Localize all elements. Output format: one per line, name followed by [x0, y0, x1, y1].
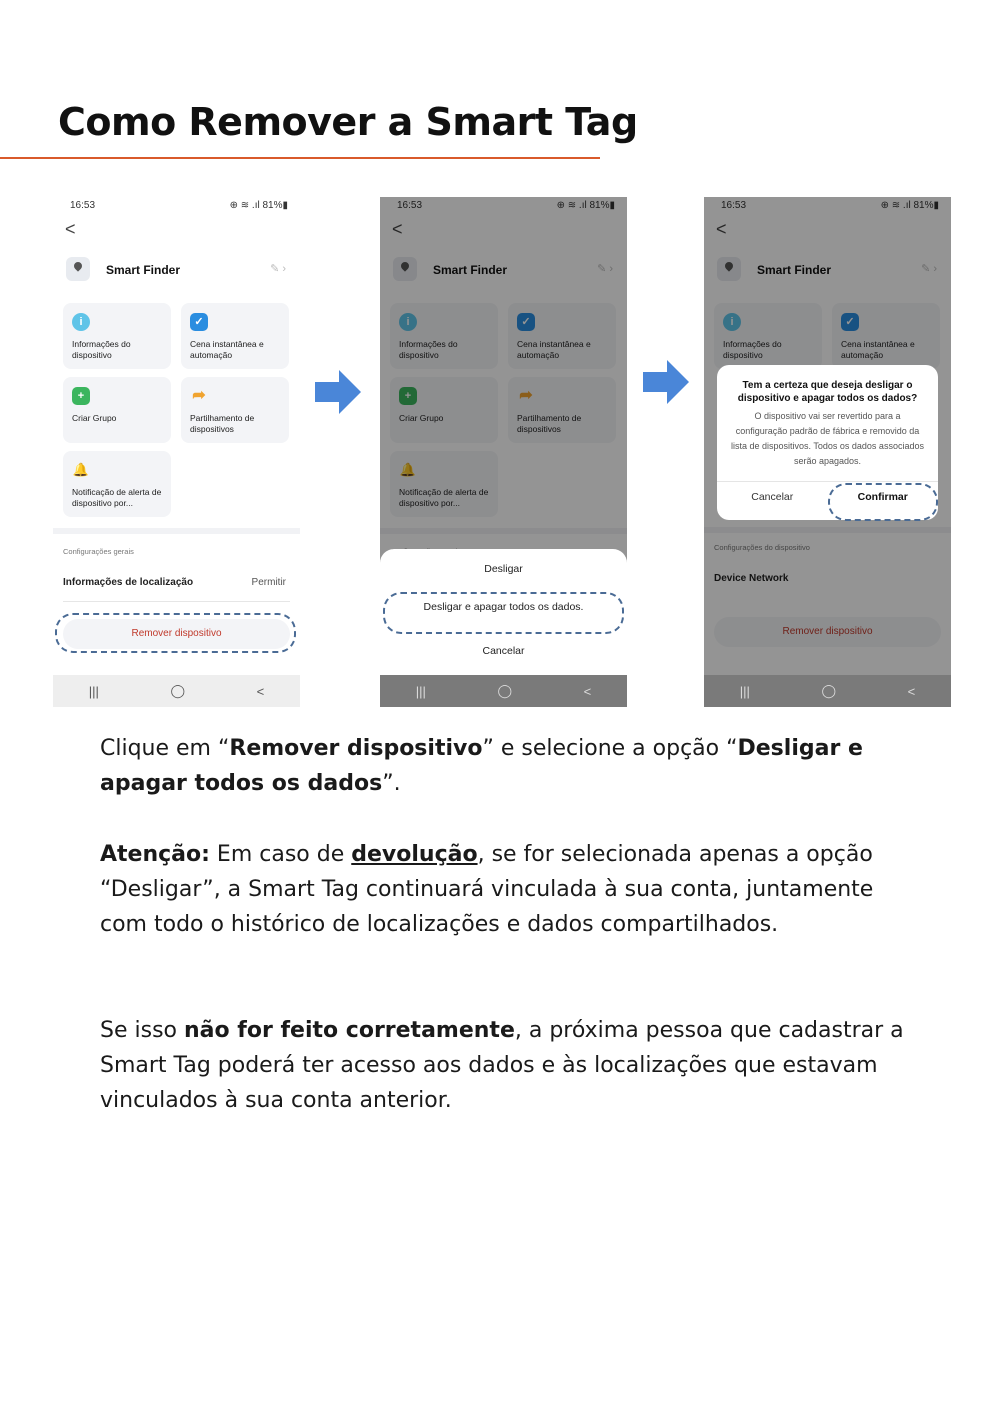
dialog-divider	[717, 481, 938, 482]
location-info-value[interactable]: Permitir	[251, 577, 286, 588]
remove-device-button[interactable]: Remover dispositivo	[63, 619, 290, 649]
android-nav-bar	[704, 675, 951, 707]
text-bold: Remover dispositivo	[229, 736, 483, 761]
tile-device-info[interactable]	[63, 303, 171, 369]
tile-label: Informações do dispositivo	[399, 339, 458, 360]
group-add-icon: +	[399, 387, 417, 405]
text-run: Clique em “	[100, 736, 230, 761]
option-turn-off-erase[interactable]: Desligar e apagar todos os dados.	[423, 601, 584, 613]
text-underlined: devolução	[351, 842, 478, 867]
tile-label: Cena instantânea e automação	[841, 339, 915, 360]
share-icon: ➦	[519, 387, 533, 404]
tile-label: Notificação de alerta de dispositivo por...	[72, 487, 162, 508]
arrow-right-icon	[643, 360, 689, 404]
check-icon: ✓	[190, 313, 208, 331]
status-time: 16:53	[70, 200, 96, 211]
text-run: ”.	[382, 771, 401, 796]
consequence-paragraph	[100, 1013, 910, 1118]
dialog-body: O dispositivo vai ser revertido para a configuração padrão de fábrica e removido da lista de dispositivos. Todos os dados associados serão apagados.	[731, 411, 924, 466]
device-network-label[interactable]: Device Network	[714, 573, 789, 584]
android-nav-bar	[380, 675, 627, 707]
tile-sharing[interactable]	[181, 377, 289, 443]
edit-icon[interactable]: ✎ ›	[270, 263, 286, 275]
tile-label: Criar Grupo	[399, 413, 444, 423]
recents-icon[interactable]: |||	[739, 683, 750, 699]
tile-label: Cena instantânea e automação	[190, 339, 264, 360]
back-icon[interactable]: <	[716, 219, 727, 239]
bell-icon: 🔔	[399, 462, 417, 477]
highlight-dashed	[828, 483, 938, 521]
phone-screen-3	[704, 197, 951, 707]
tile-label: Notificação de alerta de dispositivo por...	[399, 487, 489, 508]
tile-label: Informações do dispositivo	[72, 339, 131, 360]
back-nav-icon[interactable]: <	[907, 683, 916, 699]
dialog-confirm-button[interactable]: Confirmar	[857, 491, 908, 503]
highlight-dashed	[55, 613, 296, 653]
tile-label: Criar Grupo	[72, 413, 117, 423]
tile-notification[interactable]	[63, 451, 171, 517]
back-nav-icon[interactable]: <	[256, 683, 265, 699]
location-info-label[interactable]: Informações de localização	[63, 577, 194, 588]
home-icon[interactable]: ◯	[170, 683, 186, 698]
android-nav-bar	[53, 675, 300, 707]
device-name: Smart Finder	[433, 263, 508, 277]
info-icon: i	[399, 313, 417, 331]
tile-label: Informações do dispositivo	[723, 339, 782, 360]
phone-screen-2	[380, 197, 627, 707]
text-bold: não for feito corretamente	[183, 1018, 515, 1043]
section-label: Configurações do dispositivo	[714, 543, 810, 552]
device-header	[66, 257, 288, 283]
device-name: Smart Finder	[757, 263, 832, 277]
recents-icon[interactable]: |||	[415, 683, 426, 699]
tile-scene-automation[interactable]	[181, 303, 289, 369]
title-underline	[0, 157, 600, 159]
section-divider	[53, 528, 300, 534]
text-run: Se isso	[100, 1018, 184, 1043]
status-bar	[70, 200, 288, 211]
device-name: Smart Finder	[106, 263, 181, 277]
instruction-paragraph	[100, 731, 910, 801]
dialog-title: Tem a certeza que deseja desligar o dispositivo e apagar todos os dados?	[737, 380, 918, 404]
info-icon: i	[723, 313, 741, 331]
text-bold: Atenção:	[100, 842, 210, 867]
section-label: Configurações gerais	[63, 547, 134, 556]
home-icon[interactable]: ◯	[497, 683, 513, 698]
text-bold: Desligar e apagar todos os dados	[100, 736, 863, 796]
status-battery: ⊕ ≋ .ıl 81%▮	[229, 200, 288, 211]
bell-icon: 🔔	[72, 462, 90, 477]
home-icon[interactable]: ◯	[821, 683, 837, 698]
check-icon: ✓	[517, 313, 535, 331]
arrow-right-icon	[315, 370, 361, 414]
check-icon: ✓	[841, 313, 859, 331]
group-add-icon: +	[72, 387, 90, 405]
phone-screen-1	[53, 197, 300, 707]
dialog-cancel-button[interactable]: Cancelar	[751, 491, 794, 503]
back-icon[interactable]: <	[65, 219, 76, 239]
status-time: 16:53	[397, 200, 423, 211]
back-nav-icon[interactable]: <	[583, 683, 592, 699]
tile-label: Cena instantânea e automação	[517, 339, 591, 360]
status-time: 16:53	[721, 200, 747, 211]
share-icon: ➦	[192, 387, 206, 404]
sheet-cancel-button[interactable]: Cancelar	[482, 645, 525, 657]
row-divider	[63, 601, 290, 602]
text-run: ” e selecione a opção “	[482, 736, 738, 761]
text-run: Em caso de	[209, 842, 352, 867]
highlight-dashed	[383, 592, 624, 634]
tile-label: Partilhamento de dispositivos	[517, 413, 582, 434]
back-icon[interactable]: <	[392, 219, 403, 239]
remove-device-button[interactable]: Remover dispositivo	[714, 617, 941, 647]
info-icon: i	[72, 313, 90, 331]
page-title: Como Remover a Smart Tag	[58, 100, 638, 144]
edit-icon[interactable]: ✎ ›	[921, 263, 937, 275]
warning-paragraph	[100, 837, 910, 942]
text-run: , se for selecionada apenas a opção “Desligar”, a Smart Tag continuará vinculada à sua conta, juntamente com todo o histórico de localizações e dados compartilhados.	[100, 842, 874, 937]
option-turn-off[interactable]: Desligar	[484, 563, 523, 575]
text-run: , a próxima pessoa que cadastrar a Smart Tag poderá ter acesso aos dados e às localizações que estavam vinculados à sua conta anterior.	[100, 1018, 904, 1113]
status-battery: ⊕ ≋ .ıl 81%▮	[556, 200, 615, 211]
recents-icon[interactable]: |||	[88, 683, 99, 699]
location-pin-icon	[66, 257, 90, 281]
tile-create-group[interactable]	[63, 377, 171, 443]
tile-label: Partilhamento de dispositivos	[190, 413, 255, 434]
status-battery: ⊕ ≋ .ıl 81%▮	[880, 200, 939, 211]
edit-icon[interactable]: ✎ ›	[597, 263, 613, 275]
